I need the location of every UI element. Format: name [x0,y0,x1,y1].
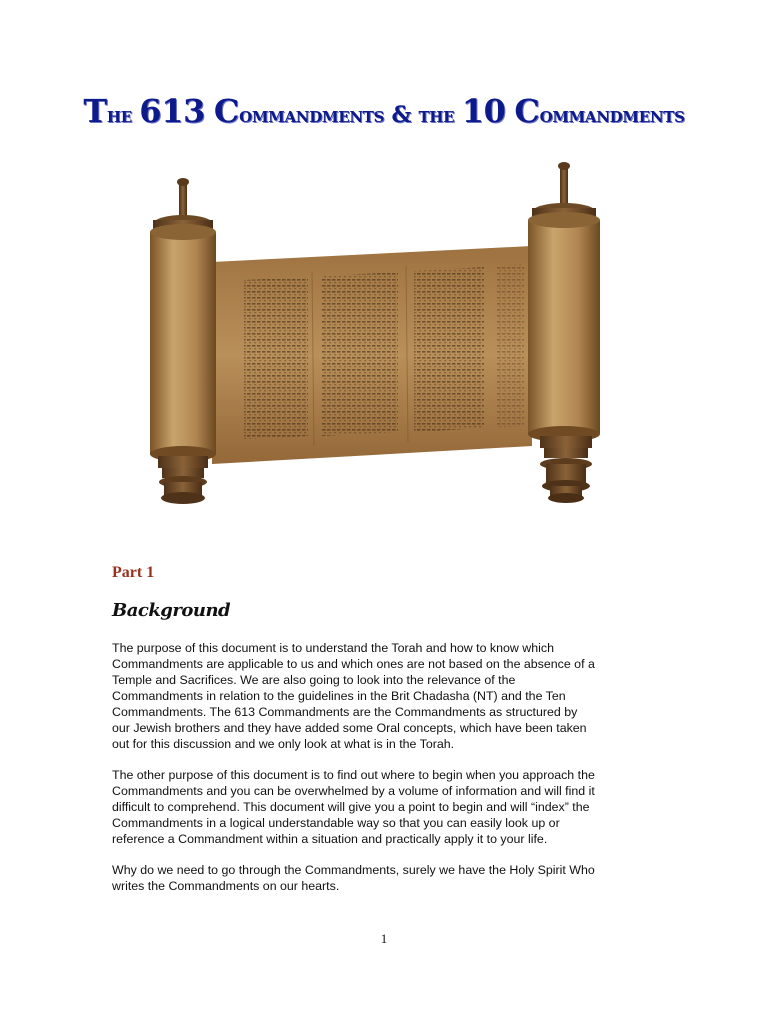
text-line: writes the Commandments on our hearts. [112,879,340,893]
title-space [205,99,214,129]
title-initial-c2: C [514,92,540,130]
section-heading: Background [112,600,231,621]
text-line: Commandments and you can be overwhelmed by a volume of information and will find it [112,784,595,798]
title-words-commandments-and-the: ommandments & the [239,102,462,128]
text-line: Commandments in a logical understandable way so that you can easily look up or [112,816,560,830]
part-label: Part 1 [112,564,155,581]
text-line: out for this discussion and we only look at what is in the Torah. [112,737,455,751]
text-line: The other purpose of this document is to find out where to begin when you approach the [112,768,595,782]
paragraph-purpose [112,640,660,752]
text-line: Commandments in relation to the guidelines in the Brit Chadasha (NT) and the Ten [112,689,566,703]
paragraph-other-purpose [112,767,660,847]
text-line: Why do we need to go through the Commandments, surely we have the Holy Spirit Who [112,863,595,877]
text-line: Commandments are applicable to us and which ones are not based on the absence of a [112,657,595,671]
title-word-the: he [106,102,140,128]
document-title [0,92,768,130]
text-line: Commandments. The 613 Commandments are the Commandments as structured by [112,705,578,719]
text-line: our Jewish brothers and they have added some Oral concepts, which have been taken [112,721,587,735]
text-line: difficult to comprehend. This document will give you a point to begin and will “index” the [112,800,590,814]
text-line: Temple and Sacrifices. We are also going to look into the relevance of the [112,673,516,687]
paragraph-why [112,862,660,894]
title-initial-c1: C [213,92,240,130]
text-line: reference a Commandment within a situation and practically apply it to your life. [112,832,548,846]
page-number: 1 [380,931,388,946]
torah-scroll-image [112,146,656,538]
title-number-613: 613 [139,92,206,130]
title-number-10: 10 [461,92,506,130]
text-line: The purpose of this document is to understand the Torah and how to know which [112,641,554,655]
title-word-commandments: ommandments [539,102,685,128]
title-initial-t: T [83,92,107,130]
